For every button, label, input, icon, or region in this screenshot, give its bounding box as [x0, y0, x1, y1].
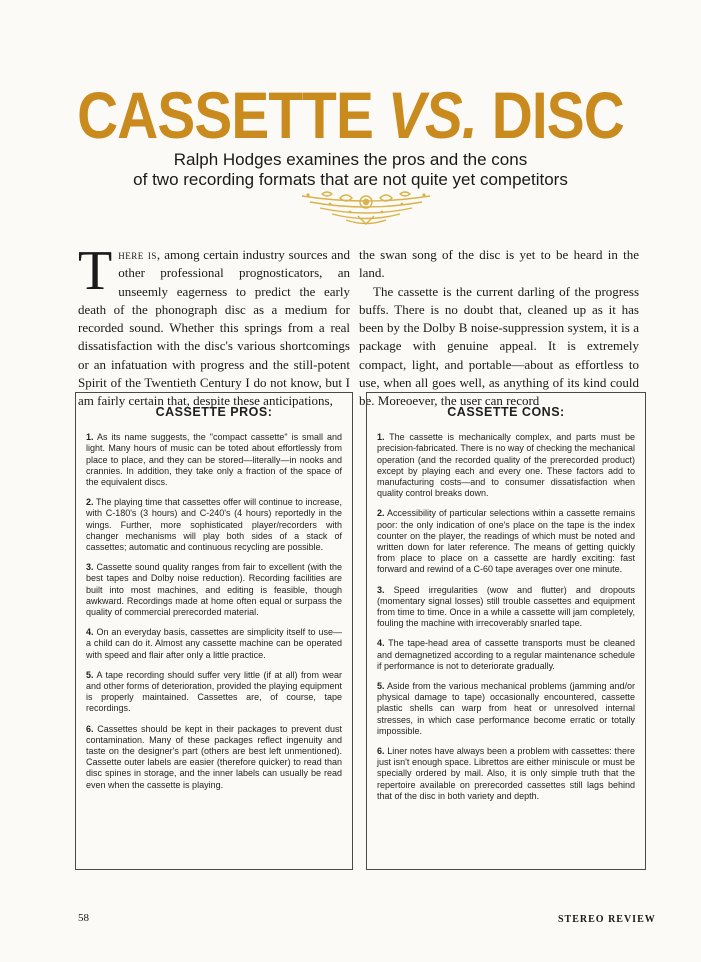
- magazine-name: STEREO REVIEW: [558, 914, 656, 925]
- article-subtitle: [0, 150, 701, 190]
- paragraph-swan-song: the swan song of the disc is yet to be heard in the land.: [359, 247, 639, 281]
- subtitle-line-1: Ralph Hodges examines the pros and the cons: [173, 150, 528, 169]
- cons-item: 1. The cassette is mechanically complex, and parts must be precision-fabricated. There is no way of checking the mechanical operation (and the recorded quality of the prerecorded product) except by playing each and every one. These factors add to manufacturing costs—and to consumer dissatisfaction when quality control breaks down.: [377, 432, 635, 499]
- pros-item: 5. A tape recording should suffer very little (if at all) from wear and other forms of deterioration, provided the playing equipment is properly maintained. Cassettes are, of course, tape recordings.: [86, 669, 342, 714]
- pros-item: 1. As its name suggests, the "compact cassette" is small and light. Many hours of music can be toted about effortlessly from place to place, and they can be stored—literally—in nooks and crannies. In addition, they take only a fraction of the space of the equivalent discs.: [86, 432, 342, 488]
- article-column-left: [78, 240, 350, 411]
- pros-item: 6. Cassettes should be kept in their packages to prevent dust contamination. Many of these packages reflect ingenuity and taste on the designer's part (others are best left unmentioned). Cassette outer labels are easier (therefore quicker) to read than disc spines in storage, and the inner labels can usually be read even when the cassette is playing.: [86, 723, 342, 790]
- subtitle-line-2: of two recording formats that are not quite yet competitors: [133, 170, 568, 189]
- paragraph-cassette-darling: The cassette is the current darling of the progress buffs. There is no doubt that, cleaned up as it has been by the Dolby B noise-suppression system, it is a package with genuine appeal. It is extremely compact, light, and portable—about as effortless to use, when all goes well, as anything of its kind could be. Moreoever, the user can record: [359, 283, 639, 409]
- article-column-right: [359, 246, 639, 411]
- pros-item: 3. Cassette sound quality ranges from fair to excellent (with the best tapes and Dolby noise reduction). Recording facilities are built into most machines, and editing is feasible, though awkward. Recordings made at home often equal or surpass the quality of commercial prerecorded material.: [86, 562, 342, 618]
- page-number: 58: [78, 912, 89, 924]
- drop-cap: T: [78, 240, 113, 302]
- lead-text: among certain industry sources and other professional prognosticators, an unseemly eagerness to predict the early death of the phonograph disc as a medium for recorded sound. Whether this springs from a real dissatisfaction with the disc's various shortcomings or an infatuation with progress and the still-potent Spirit of the Twentieth Century I do not know, but I am fairly certain that, despite these anticipations,: [78, 247, 350, 409]
- headline-part-disc: DISC: [476, 78, 624, 152]
- article-headline: [49, 80, 652, 150]
- cons-item: 4. The tape-head area of cassette transports must be cleaned and demagnetized according to a regular maintenance schedule if performance is not to deteriorate gradually.: [377, 638, 635, 671]
- cons-title: CASSETTE CONS:: [447, 405, 565, 419]
- cons-item: 5. Aside from the various mechanical problems (jamming and/or physical damage to tape) occasionally encountered, cassette plastic shells can warp from heat or unresolved internal stresses, in which case performance become erratic or totally impossible.: [377, 681, 635, 736]
- cassette-pros-box: [75, 392, 353, 870]
- lead-smallcaps: here is,: [118, 247, 161, 262]
- headline-part-cassette: CASSETTE: [77, 78, 388, 152]
- pros-item: 4. On an everyday basis, cassettes are simplicity itself to use—a child can do it. Almost any cassette machine can be operated with speed and flair after only a little practice.: [86, 627, 342, 660]
- headline-part-vs: VS.: [387, 78, 477, 152]
- cassette-cons-box: [366, 392, 646, 870]
- cons-item: 2. Accessibility of particular selections within a cassette remains poor: the only indication of one's place on the tape is the index counter on the player, the readings of which must be noted and written down for later reference. The means of getting quickly from place to place on a cassette are hardly exciting: fast forward and rewind of a C-60 tape averages over one minute.: [377, 508, 635, 575]
- cons-item: 6. Liner notes have always been a problem with cassettes: there just isn't enough space. Librettos are either miniscule or must be specially ordered by mail. Also, it is only simple truth that the repertoire available on prerecorded cassettes still lags behind that of the disc in both variety and depth.: [377, 746, 635, 801]
- pros-item: 2. The playing time that cassettes offer will continue to increase, with C-180's (3 hours) and C-240's (4 hours) reportedly in the wings. Further, more sophisticated player/recorders with changer mechanisms will play both sides of a stack of cassettes; automatic and continuous recycling are possible.: [86, 497, 342, 553]
- pros-title: CASSETTE PROS:: [155, 405, 273, 419]
- lead-paragraph: [78, 240, 350, 411]
- cons-item: 3. Speed irregularities (wow and flutter) and dropouts (momentary signal losses) still trouble cassettes and equipment from time to time. Once in a while a cassette will jam completely, fouling the machine with irrecoverably snarled tape.: [377, 584, 635, 629]
- ornament-icon: [300, 190, 432, 230]
